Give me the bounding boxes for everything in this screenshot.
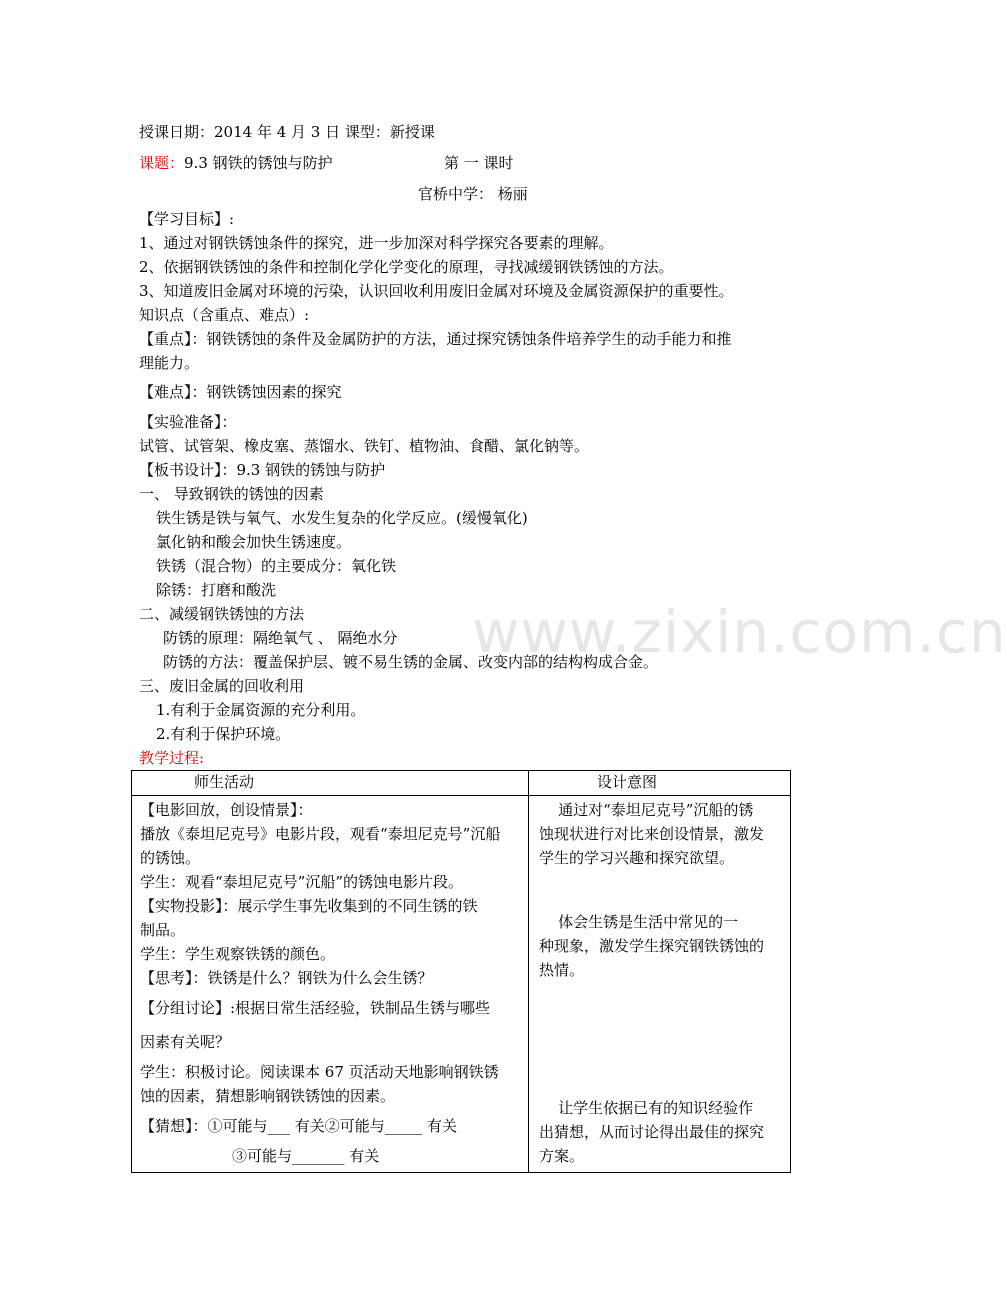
difficulty: 【难点】：钢铁锈蚀因素的探究 <box>139 383 342 401</box>
key-point: 【重点】：钢铁锈蚀的条件及金属防护的方法，通过探究锈蚀条件培养学生的动手能力和推 <box>139 330 732 348</box>
watermark: www.zixin.com.cn <box>472 598 1007 666</box>
activity-line: 学生：学生观察铁锈的颜色。 <box>140 945 336 963</box>
date-line: 授课日期：2014 年 4 月 3 日 课型：新授课 <box>139 123 435 141</box>
teaching-process-table <box>131 770 791 1173</box>
activity-line: 【猜想】：①可能与___ 有关②可能与_____ 有关 <box>140 1117 458 1135</box>
objective-item: 1、通过对钢铁锈蚀条件的探究，进一步加深对科学探究各要素的理解。 <box>139 234 614 252</box>
intent-line: 体会生锈是生活中常见的一 <box>539 913 739 931</box>
activity-line: 的锈蚀。 <box>140 849 201 867</box>
table-row <box>132 796 791 1173</box>
activity-line: 制品。 <box>140 921 186 939</box>
topic-label: 课题： <box>139 154 185 172</box>
activity-line: 因素有关呢？ <box>140 1033 231 1051</box>
board-line: 铁锈（混合物）的主要成分：氧化铁 <box>156 557 397 575</box>
board-line: 2.有利于保护环境。 <box>156 725 291 743</box>
activities-cell <box>132 796 529 1173</box>
intent-line: 种现象，激发学生探究钢铁锈蚀的 <box>539 937 765 955</box>
prep-heading: 【实验准备】： <box>139 413 237 431</box>
board-line: 防锈的原理：隔绝氧气 、 隔绝水分 <box>163 629 398 647</box>
topic-title: 9.3 钢铁的锈蚀与防护 <box>184 154 333 172</box>
intent-line: 让学生依据已有的知识经验作 <box>539 1099 754 1117</box>
process-label: 教学过程: <box>139 749 205 767</box>
activity-line: 蚀的因素，猜想影响钢铁锈蚀的因素。 <box>140 1087 396 1105</box>
board-section: 三、废旧金属的回收利用 <box>139 677 305 695</box>
topic-line <box>139 153 333 173</box>
col-header-activities: 师生活动 <box>132 771 529 796</box>
intent-line: 通过对“泰坦尼克号”沉船的锈 <box>539 801 754 819</box>
intent-line: 方案。 <box>539 1147 585 1165</box>
intent-line: 热情。 <box>539 961 585 979</box>
intent-line: 蚀现状进行对比来创设情景，激发 <box>539 825 765 843</box>
table-header-row <box>132 771 791 796</box>
board-line: 1.有利于金属资源的充分利用。 <box>156 701 366 719</box>
activity-line: 学生：积极讨论。阅读课本 67 页活动天地影响钢铁锈 <box>140 1063 499 1081</box>
board-line: 氯化钠和酸会加快生锈速度。 <box>156 533 352 551</box>
activity-line: 学生：观看“泰坦尼克号”沉船”的锈蚀电影片段。 <box>140 873 464 891</box>
activity-line: 【实物投影】：展示学生事先收集到的不同生锈的铁 <box>140 897 478 915</box>
col-header-intent: 设计意图 <box>529 771 791 796</box>
board-section: 一、 导致钢铁的锈蚀的因素 <box>139 485 324 503</box>
board-section: 二、减缓钢铁锈蚀的方法 <box>139 605 305 623</box>
objective-item: 2、依据钢铁锈蚀的条件和控制化学化学变化的原理，寻找减缓钢铁锈蚀的方法。 <box>139 258 674 276</box>
intent-line: 学生的学习兴趣和探究欲望。 <box>539 849 735 867</box>
board-line: 除锈：打磨和酸洗 <box>156 581 277 599</box>
activity-line: ③可能与_______ 有关 <box>232 1147 380 1165</box>
objective-item: 3、知道废旧金属对环境的污染，认识回收利用废旧金属对环境及金属资源保护的重要性。 <box>139 282 734 300</box>
intent-cell <box>529 796 791 1173</box>
prep-items: 试管、试管架、橡皮塞、蒸馏水、铁钉、植物油、食醋、氯化钠等。 <box>139 437 590 455</box>
board-line: 防锈的方法：覆盖保护层、镀不易生锈的金属、改变内部的结构构成合金。 <box>163 653 659 671</box>
intent-line: 出猜想，从而讨论得出最佳的探究 <box>539 1123 765 1141</box>
activity-line: 【电影回放，创设情景】： <box>140 801 313 819</box>
period: 第 一 课时 <box>444 154 514 172</box>
activity-line: 播放《泰坦尼克号》电影片段，观看“泰坦尼克号”沉船 <box>140 825 501 843</box>
activity-line: 【分组讨论】:根据日常生活经验，铁制品生锈与哪些 <box>140 999 491 1017</box>
school-teacher: 官桥中学： 杨丽 <box>418 185 528 203</box>
board-heading: 【板书设计】：9.3 钢铁的锈蚀与防护 <box>139 461 386 479</box>
objectives-heading: 【学习目标】: <box>139 210 235 228</box>
board-line: 铁生锈是铁与氧气、水发生复杂的化学反应。(缓慢氧化) <box>156 509 528 527</box>
key-point-cont: 理能力。 <box>139 354 200 372</box>
knowledge-heading: 知识点（含重点、难点）: <box>139 306 310 324</box>
activity-line: 【思考】：铁锈是什么？钢铁为什么会生锈？ <box>140 969 433 987</box>
